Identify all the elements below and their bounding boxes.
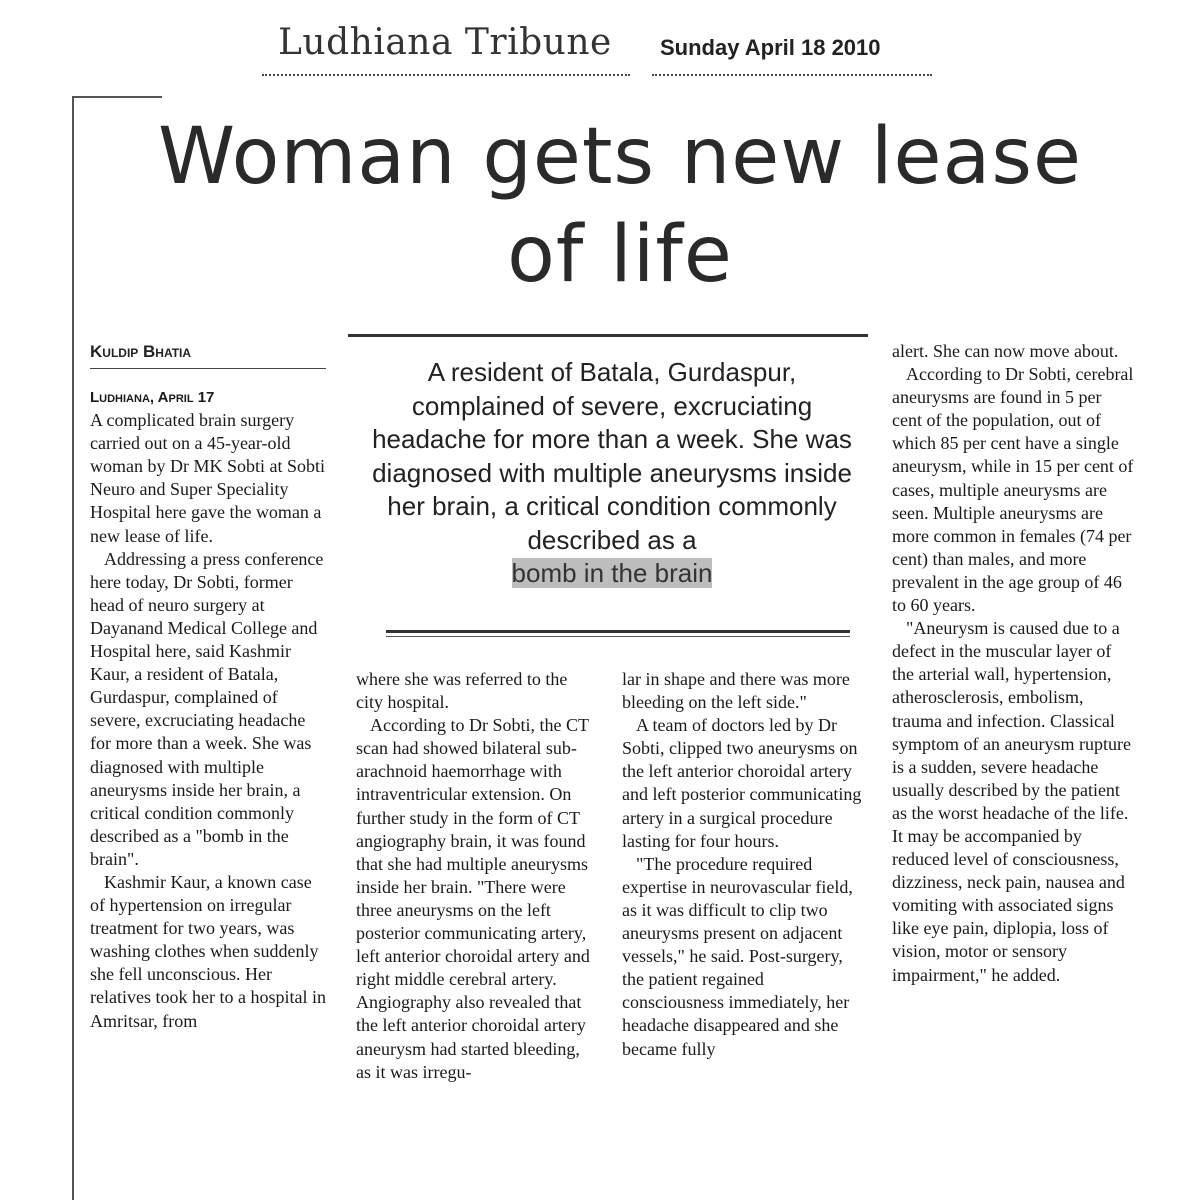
article-column-3	[622, 668, 868, 1061]
paragraph: According to Dr Sobti, cerebral aneurysms are found in 5 per cent of the population, out of which 85 per cent have a single aneurysm, while in 15 per cent of cases, multiple aneurysms are seen. Multiple aneurysms are more common in females (74 per cent) than males, and more prevalent in the age group of 46 to 60 years.	[892, 364, 1134, 616]
paragraph: "The procedure required expertise in neurovascular field, as it was difficult to clip two aneurysms present on adjacent vessels," he said. Post-surgery, the patient regained consciousness immediately, her headache disappeared and she became fully	[622, 853, 853, 1059]
paragraph: Kashmir Kaur, a known case of hypertension on irregular treatment for two years, was washing clothes when suddenly she fell unconscious. Her relatives took her to a hospital in Amritsar, from	[90, 871, 326, 1031]
clipping-frame-left	[72, 96, 74, 1200]
masthead-rule-left	[262, 74, 630, 76]
paragraph: lar in shape and there was more bleeding on the left side."	[622, 669, 850, 713]
byline: Kuldip Bhatia	[90, 342, 192, 361]
pullquote-rule-bottom-thin	[386, 636, 850, 637]
paragraph: According to Dr Sobti, the CT scan had showed bilateral sub-arachnoid haemorrhage with intraventricular extension. On further study in the form of CT angiography brain, it was found that she had multiple aneurysms inside her brain. "There were three aneurysms on the left posterior communicating artery, left anterior choroidal artery and right middle cerebral artery. Angiography also revealed that the left anterior choroidal artery aneurysm had started bleeding, as it was irregu-	[356, 715, 590, 1082]
byline-rule	[90, 368, 326, 369]
pullquote-highlight: bomb in the brain	[511, 558, 713, 588]
paragraph: A complicated brain surgery carried out on a 45-year-old woman by Dr MK Sobti at Sobti Neuro and Super Speciality Hospital here gave the woman a new lease of life.	[90, 410, 326, 546]
pullquote-rule-top	[348, 334, 868, 337]
dateline: Ludhiana, April 17	[90, 389, 215, 406]
article-column-4	[892, 340, 1134, 987]
paragraph: Addressing a press conference here today, Dr Sobti, former head of neuro surgery at Dayanand Medical College and Hospital here, said Kashmir Kaur, a resident of Batala, Gurdaspur, complained of severe, excruciating headache for more than a week. She was diagnosed with multiple aneurysms inside her brain, a critical condition commonly described as a "bomb in the brain".	[90, 548, 324, 869]
paragraph: alert. She can now move about.	[892, 341, 1119, 361]
masthead-rule-right	[652, 74, 932, 76]
publication-date: Sunday April 18 2010	[660, 35, 881, 60]
article-column-1	[90, 386, 328, 1033]
paragraph: "Aneurysm is caused due to a defect in the muscular layer of the arterial wall, hypertension, atherosclerosis, embolism, trauma and infection. Classical symptom of an aneurysm rupture is a sudden, severe headache usually described by the patient as the worst headache of the life. It may be accompanied by reduced level of consciousness, dizziness, neck pain, nausea and vomiting with associated signs like eye pain, diplopia, loss of vision, motor or sensory impairment," he added.	[892, 618, 1131, 985]
paragraph: A team of doctors led by Dr Sobti, clipped two aneurysms on the left anterior choroidal artery and left posterior communicating artery in a surgical procedure lasting for four hours.	[622, 715, 862, 851]
article-column-2	[356, 668, 596, 1084]
pullquote-text: A resident of Batala, Gurdaspur, complained of severe, excruciating headache for more than a week. She was diagnosed with multiple aneurysms inside her brain, a critical condition commonly described as a	[372, 357, 852, 555]
article-headline: Woman gets new lease of life	[158, 112, 1082, 300]
pullquote	[362, 356, 862, 591]
newspaper-name: Ludhiana Tribune	[278, 22, 612, 63]
pullquote-rule-bottom	[386, 630, 850, 633]
paragraph: where she was referred to the city hospital.	[356, 669, 568, 713]
clipping-frame-top	[72, 96, 162, 98]
